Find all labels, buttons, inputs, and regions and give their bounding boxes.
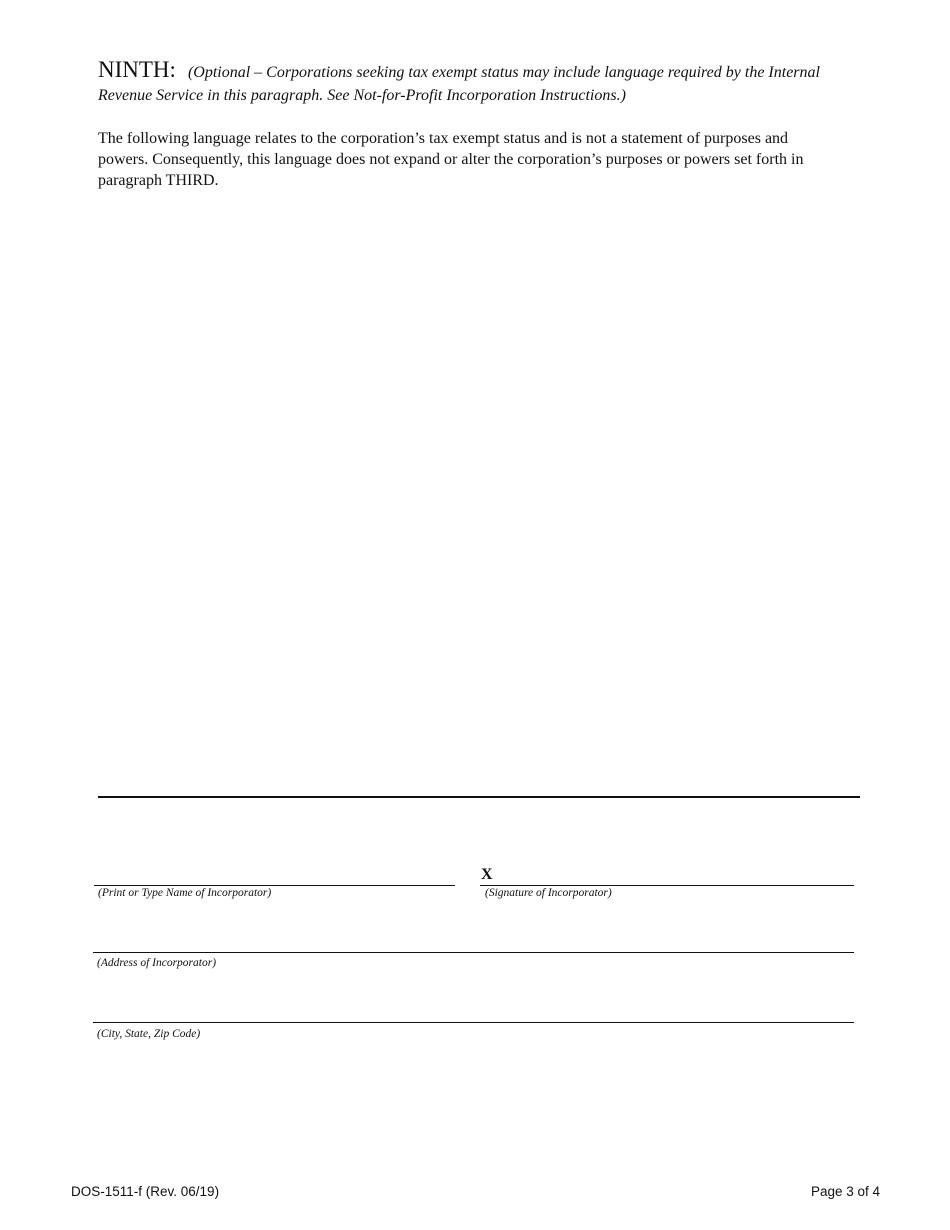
- incorporator-name-line[interactable]: [94, 885, 455, 886]
- ninth-paragraph-header: [98, 58, 828, 107]
- incorporator-signature-caption: (Signature of Incorporator): [485, 887, 612, 899]
- incorporator-signature-line[interactable]: [480, 885, 854, 886]
- signature-x-mark: X: [481, 866, 493, 883]
- city-state-zip-caption: (City, State, Zip Code): [97, 1028, 201, 1040]
- page-number: Page 3 of 4: [810, 1184, 880, 1199]
- section-divider: [98, 796, 860, 798]
- incorporator-address-line[interactable]: [93, 952, 854, 953]
- incorporator-address-caption: (Address of Incorporator): [97, 957, 217, 969]
- form-id: DOS-1511-f (Rev. 06/19): [71, 1184, 220, 1199]
- ninth-heading: NINTH:: [98, 57, 176, 82]
- tax-exempt-statement: The following language relates to the corporation’s tax exempt status and is not a statement of purposes and powers. Consequently, this language does not expand or alter the corporation’s purposes or powers set forth in paragraph THIRD.: [98, 130, 804, 189]
- ninth-optional-note: (Optional – Corporations seeking tax exempt status may include language required by the Internal Revenue Service in this paragraph. See Not-for-Profit Incorporation Instructions.): [98, 64, 820, 104]
- city-state-zip-line[interactable]: [93, 1022, 854, 1023]
- incorporator-name-caption: (Print or Type Name of Incorporator): [98, 887, 272, 899]
